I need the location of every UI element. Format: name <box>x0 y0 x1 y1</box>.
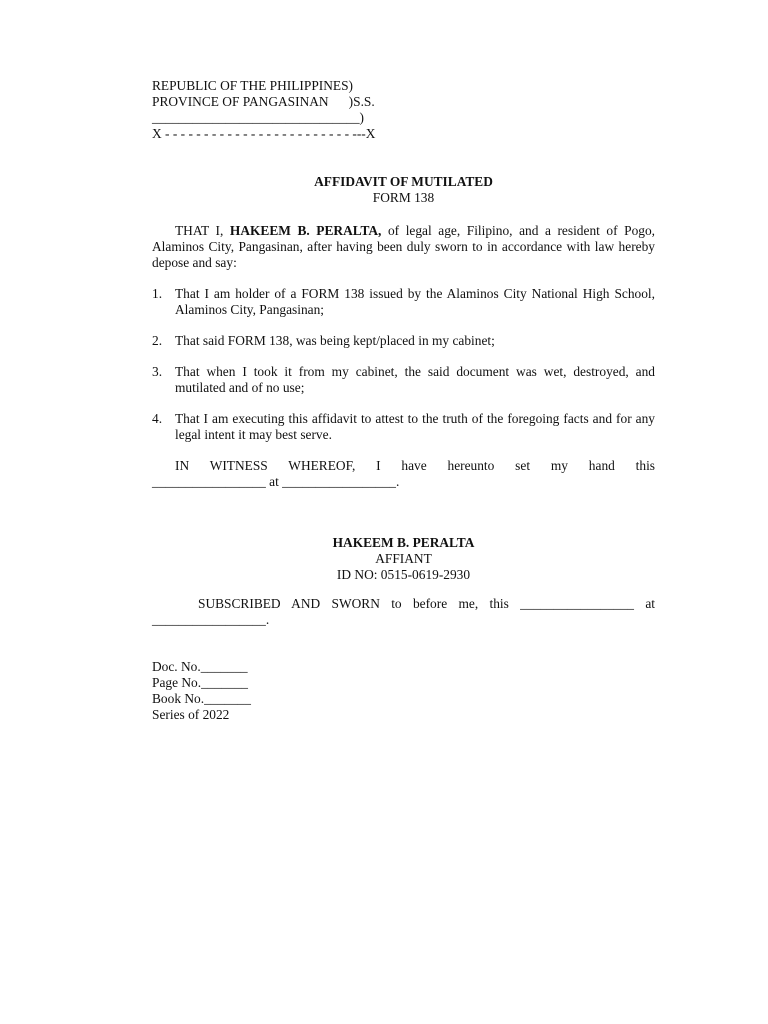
intro-paragraph <box>152 223 655 271</box>
list-text: That when I took it from my cabinet, the said document was wet, destroyed, and mutilated and of no use; <box>175 364 655 395</box>
header-province: PROVINCE OF PANGASINAN )S.S. <box>152 94 375 109</box>
witness-line-1: IN WITNESS WHEREOF, I have hereunto set my hand this <box>175 458 655 473</box>
witness-clause <box>152 458 655 490</box>
affiant-id: ID NO: 0515-0619-2930 <box>336 567 471 582</box>
witness-line-2: _________________ at _________________. <box>152 474 400 489</box>
list-item <box>152 364 655 396</box>
notarial-register <box>152 659 655 723</box>
header-blank-line: _______________________________) <box>152 110 365 125</box>
list-number: 1. <box>152 286 163 301</box>
affiant-name: HAKEEM B. PERALTA <box>332 535 475 550</box>
list-text: That I am executing this affidavit to attest to the truth of the foregoing facts and for any legal intent it may best serve. <box>175 411 655 442</box>
list-number: 2. <box>152 333 163 348</box>
jurat-line-2: _________________. <box>152 612 270 627</box>
list-text: That said FORM 138, was being kept/placed in my cabinet; <box>175 333 495 348</box>
affiant-name-inline: HAKEEM B. PERALTA, <box>229 223 382 238</box>
intro-rest: of legal age, Filipino, and a resident of Pogo, Alaminos City, Pangasinan, after having been duly sworn to in accordance with law hereby depose and say: <box>152 223 656 270</box>
affiant-signature-block <box>152 535 655 583</box>
list-number: 3. <box>152 364 163 379</box>
jurat <box>152 596 655 628</box>
list-item <box>152 411 655 443</box>
series-year: Series of 2022 <box>152 707 230 722</box>
list-item <box>152 286 655 318</box>
affidavit-page <box>152 78 655 723</box>
document-title: AFFIDAVIT OF MUTILATED <box>314 174 493 189</box>
book-number: Book No._______ <box>152 691 251 706</box>
header-republic: REPUBLIC OF THE PHILIPPINES) <box>152 78 354 93</box>
list-text: That I am holder of a FORM 138 issued by the Alaminos City National High School, Alaminos City, Pangasinan; <box>175 286 655 317</box>
intro-prefix: THAT I, <box>175 223 230 238</box>
venue-header <box>152 78 655 142</box>
page-number: Page No._______ <box>152 675 248 690</box>
affiant-label: AFFIANT <box>375 551 432 566</box>
jurat-line-1: SUBSCRIBED AND SWORN to before me, this _________________ at <box>198 596 655 611</box>
list-number: 4. <box>152 411 163 426</box>
list-item <box>152 333 655 349</box>
document-subtitle: FORM 138 <box>372 190 435 205</box>
doc-number: Doc. No._______ <box>152 659 248 674</box>
header-separator: X - - - - - - - - - - - - - - - - - - - - - - - - ---X <box>152 126 376 141</box>
statements-list <box>152 286 655 443</box>
